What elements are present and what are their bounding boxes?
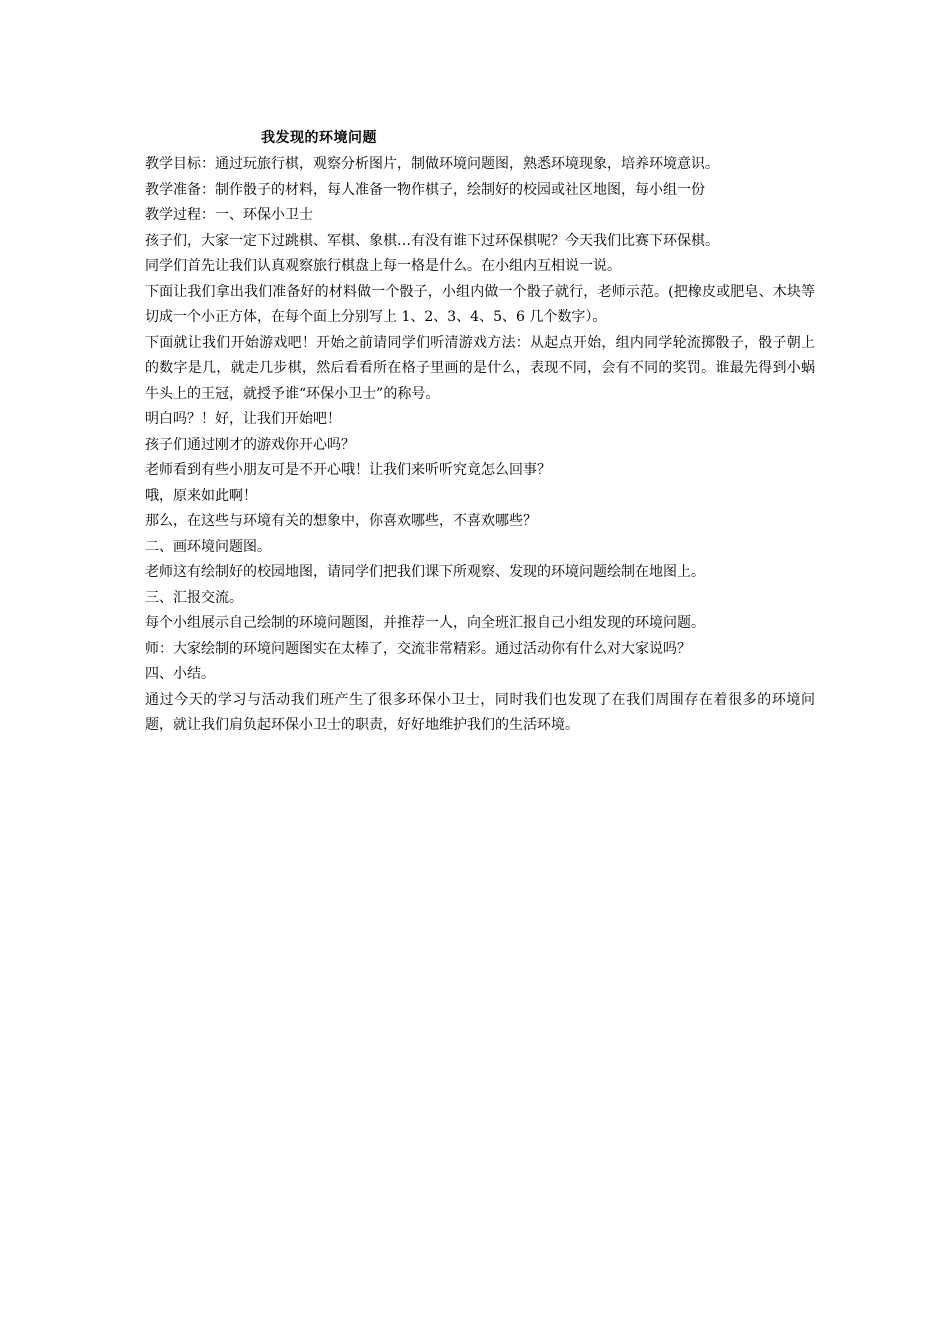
- paragraph: 下面就让我们开始游戏吧！开始之前请同学们听清游戏方法：从起点开始，组内同学轮流掷骰子，骰子朝上的数字是几，就走几步棋，然后看看所在格子里画的是什么，表现不同，会有不同的奖罚。谁最先得到小蜗牛头上的王冠，就授予谁“环保小卫士”的称号。: [145, 334, 815, 402]
- paragraph: 明白吗？！好，让我们开始吧！: [145, 411, 341, 427]
- paragraph: 哦，原来如此啊！: [145, 487, 257, 504]
- paragraph: 孩子们通过刚才的游戏你开心吗？: [145, 436, 355, 453]
- paragraph: 下面让我们拿出我们准备好的材料做一个骰子，小组内做一个骰子就行，老师示范。(把橡皮或肥皂、木块等切成一个小正方体，在每个面上分别写上 1、2、3、4、5、6 几个数字）。: [145, 283, 815, 325]
- paragraph-teaching-preparation: 教学准备：制作骰子的材料，每人准备一物作棋子，绘制好的校园或社区地图，每小组一份: [145, 181, 705, 198]
- section-heading: 三、汇报交流。: [145, 589, 243, 606]
- paragraph: 通过今天的学习与活动我们班产生了很多环保小卫士，同时我们也发现了在我们周围存在着很多的环境问题，就让我们肩负起环保小卫士的职责，好好地维护我们的生活环境。: [145, 691, 815, 733]
- section-heading: 二、画环境问题图。: [145, 538, 271, 555]
- document-title: 我发现的环境问题: [261, 130, 377, 146]
- paragraph: 师：大家绘制的环境问题图实在太棒了，交流非常精彩。通过活动你有什么对大家说吗？: [145, 640, 691, 657]
- paragraph-teaching-process: 教学过程：一、环保小卫士: [145, 207, 313, 223]
- paragraph: 老师这有绘制好的校园地图，请同学们把我们课下所观察、发现的环境问题绘制在地图上。: [145, 564, 705, 580]
- paragraph: 老师看到有些小朋友可是不开心哦！让我们来听听究竟怎么回事？: [145, 462, 551, 478]
- paragraph: 每个小组展示自己绘制的环境问题图，并推荐一人，向全班汇报自己小组发现的环境问题。: [145, 615, 705, 631]
- paragraph-teaching-goal: 教学目标：通过玩旅行棋，观察分析图片，制做环境问题图，熟悉环境现象，培养环境意识。: [145, 156, 719, 172]
- paragraph: 孩子们，大家一定下过跳棋、军棋、象棋…有没有谁下过环保棋呢？今天我们比赛下环保棋。: [145, 232, 719, 249]
- document-body: [145, 127, 815, 739]
- paragraph: 同学们首先让我们认真观察旅行棋盘上每一格是什么。在小组内互相说一说。: [145, 258, 621, 274]
- section-heading: 四、小结。: [145, 666, 215, 682]
- paragraph: 那么，在这些与环境有关的想象中，你喜欢哪些，不喜欢哪些？: [145, 513, 537, 529]
